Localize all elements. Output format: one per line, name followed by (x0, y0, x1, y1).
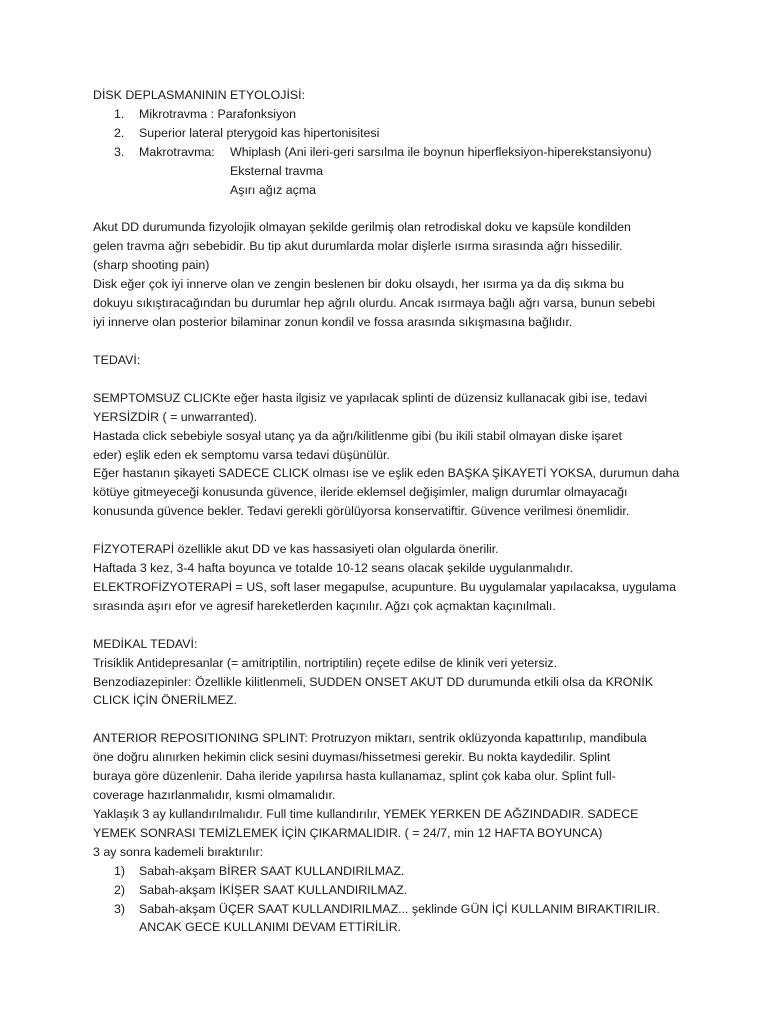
list-item-text: Sabah-akşam İKİŞER SAAT KULLANDIRILMAZ. (139, 882, 408, 897)
text-line: ELEKTROFİZYOTERAPİ = US, soft laser megapulse, acupunture. Bu uygulamalar yapılacaksa, uygulama (93, 579, 676, 594)
text-line: Akut DD durumunda fizyolojik olmayan şekilde gerilmiş olan retrodiskal doku ve kapsüle kondilden (93, 220, 631, 235)
repositioning-splint-paragraph (93, 729, 685, 861)
section-heading-treatment: TEDAVİ: (93, 352, 141, 367)
taper-list (93, 862, 685, 938)
blank-line (93, 199, 685, 218)
asymptomatic-click-paragraph (93, 389, 685, 521)
list-continuation: Eksternal travma (230, 163, 323, 178)
document-body (93, 86, 685, 937)
text-line: Haftada 3 kez, 3-4 hafta boyunca ve totalde 10-12 seans olacak şekilde uygulanmalıdır. (93, 561, 574, 576)
text-line: kötüye gitmeyeceği konusunda güvence, ileride eklemsel değişimler, malign durumlar olmayacağı (93, 485, 628, 500)
text-line: Trisiklik Antidepresanlar (= amitriptilin, nortriptilin) reçete edilse de klinik veri yetersiz. (93, 655, 558, 670)
text-line: Benzodiazepinler: Özellikle kilitlenmeli, SUDDEN ONSET AKUT DD durumunda etkili olsa da KRONİK (93, 674, 654, 689)
text-line: dokuyu sıkıştıracağından bu durumlar hep ağrılı olurdu. Ancak ısırmaya bağlı ağrı varsa, bunun sebebi (93, 296, 656, 311)
list-number: 2) (114, 882, 126, 897)
blank-line (93, 370, 685, 389)
list-continuation: Aşırı ağız açma (230, 182, 317, 197)
text-line: buraya göre düzenlenir. Daha ileride yapılırsa hasta kullanamaz, splint çok kaba olur. Splint full- (93, 769, 616, 784)
text-line: MEDİKAL TEDAVİ: (93, 636, 198, 651)
section-title-etiology: DİSK DEPLASMANININ ETYOLOJİSİ: (93, 88, 306, 102)
text-line: öne doğru alınırken hekimin click sesini duyması/hissetmesi gerekir. Bu nokta kaydedilir. Splint (93, 750, 611, 765)
text-line: YEMEK SONRASI TEMİZLEMEK İÇİN ÇIKARMALIDIR. ( = 24/7, min 12 HAFTA BOYUNCA) (93, 825, 603, 840)
list-item-text: Superior lateral pterygoid kas hipertonisitesi (139, 125, 380, 140)
etiology-list (93, 105, 685, 200)
text-line: iyi innerve olan posterior bilaminar zonun kondil ve fossa arasında sıkışmasına bağlıdır. (93, 314, 573, 329)
list-item (93, 881, 685, 900)
list-item-text: Sabah-akşam BİRER SAAT KULLANDIRILMAZ. (139, 863, 405, 878)
list-item (93, 143, 685, 162)
list-item-label: Makrotravma: (139, 144, 215, 159)
blank-line (93, 616, 685, 635)
list-item (93, 124, 685, 143)
list-number: 1) (114, 863, 126, 878)
text-line: Eğer hastanın şikayeti SADECE CLICK olması ise ve eşlik eden BAŞKA ŞİKAYETİ YOKSA, durumun daha (93, 466, 680, 481)
medical-treatment-paragraph (93, 635, 685, 711)
list-item-text: Sabah-akşam ÜÇER SAAT KULLANDIRILMAZ... şeklinde GÜN İÇİ KULLANIM BIRAKTIRILIR. (139, 901, 660, 916)
text-line: (sharp shooting pain) (93, 258, 210, 273)
text-line: Yaklaşık 3 ay kullandırılmalıdır. Full time kullandırılır, YEMEK YERKEN DE AĞZINDADIR. SADECE (93, 807, 639, 821)
text-line: Hastada click sebebiyle sosyal utanç ya da ağrı/kilitlenme gibi (bu ikili stabil olmayan diske işaret (93, 428, 622, 443)
text-line: FİZYOTERAPİ özellikle akut DD ve kas hassasiyeti olan olgularda önerilir. (93, 542, 499, 557)
text-line: Disk eğer çok iyi innerve olan ve zengin beslenen bir doku olsaydı, her ısırma ya da diş sıkma bu (93, 277, 625, 292)
list-item-text: Whiplash (Ani ileri-geri sarsılma ile boynun hiperfleksiyon-hiperekstansiyonu) (230, 144, 652, 159)
blank-line (93, 521, 685, 540)
list-item (93, 900, 685, 938)
text-line: SEMPTOMSUZ CLICKte eğer hasta ilgisiz ve yapılacak splinti de düzensiz kullanacak gibi ise, tedavi (93, 390, 648, 405)
text-line: coverage hazırlanmalıdır, kısmi olmamalıdır. (93, 788, 336, 803)
text-line: CLICK İÇİN ÖNERİLMEZ. (93, 693, 237, 708)
list-number: 3. (114, 144, 125, 159)
text-line: konusunda güvence bekler. Tedavi gerekli görülüyorsa konservatiftir. Güvence verilmesi önemlidir. (93, 504, 630, 519)
blank-line (93, 710, 685, 729)
list-item-text: Mikrotravma : Parafonksiyon (139, 106, 297, 121)
list-item (93, 862, 685, 881)
blank-line (93, 332, 685, 351)
list-item (93, 105, 685, 124)
text-line: gelen travma ağrı sebebidir. Bu tip akut durumlarda molar dişlerle ısırma sırasında ağrı hissedilir. (93, 239, 623, 254)
acute-dd-paragraph (93, 218, 685, 331)
text-line: YERSİZDİR ( = unwarranted). (93, 409, 258, 424)
list-number: 3) (114, 901, 126, 916)
text-line: sırasında aşırı efor ve agresif hareketlerden kaçınılır. Ağzı çok açmaktan kaçınılmalı. (93, 598, 556, 613)
physiotherapy-paragraph (93, 540, 685, 616)
list-item-text: ANCAK GECE KULLANIMI DEVAM ETTİRİLİR. (139, 920, 402, 935)
list-number: 2. (114, 125, 125, 140)
text-line: ANTERIOR REPOSITIONING SPLINT: Protruzyon miktarı, sentrik oklüzyonda kapattırılıp, mandibula (93, 731, 647, 746)
text-line: eder) eşlik eden ek semptomu varsa tedavi düşünülür. (93, 447, 390, 462)
text-line: 3 ay sonra kademeli bıraktırılır: (93, 844, 264, 859)
list-number: 1. (114, 106, 125, 121)
